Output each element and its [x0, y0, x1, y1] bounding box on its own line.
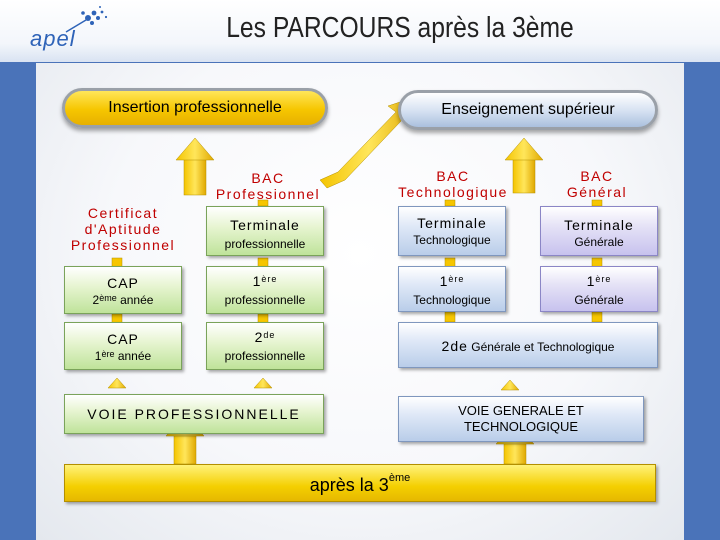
bac-techno-label: BAC Technologique	[398, 168, 508, 200]
seconde-pro-box: 2de professionnelle	[206, 322, 324, 370]
bac-pro-label: BAC Professionnel	[215, 170, 321, 202]
cap-certificat-label: Certificat d'Aptitude Professionnel	[70, 205, 176, 253]
insertion-pill	[62, 88, 328, 128]
premiere-pro-box: 1ère professionnelle	[206, 266, 324, 314]
insertion-label: Insertion professionnelle	[108, 99, 282, 116]
voie-gen-box: VOIE GENERALE ET TECHNOLOGIQUE	[398, 396, 644, 442]
voie-pro-box: VOIE PROFESSIONNELLE	[64, 394, 324, 434]
apel-logo: apel	[30, 26, 76, 51]
premiere-general-box: 1ère Générale	[540, 266, 658, 312]
superieur-pill	[398, 90, 658, 130]
cap-1ere-box: CAP 1ère année	[64, 322, 182, 370]
apres-3eme-bar: après la 3ème	[64, 464, 656, 502]
terminale-general-box: Terminale Générale	[540, 206, 658, 256]
cap-2eme-box: CAP 2ème année	[64, 266, 182, 314]
terminale-pro-box: Terminale professionnelle	[206, 206, 324, 256]
premiere-techno-box: 1ère Technologique	[398, 266, 506, 312]
terminale-techno-box: Terminale Technologique	[398, 206, 506, 256]
superieur-label: Enseignement supérieur	[441, 101, 615, 118]
page-title: Les PARCOURS après la 3ème	[226, 12, 574, 44]
arrow-voie-to-seconde	[108, 378, 519, 390]
seconde-gt-box: 2de Générale et Technologique	[398, 322, 658, 368]
bac-general-label: BAC Général	[566, 168, 628, 200]
